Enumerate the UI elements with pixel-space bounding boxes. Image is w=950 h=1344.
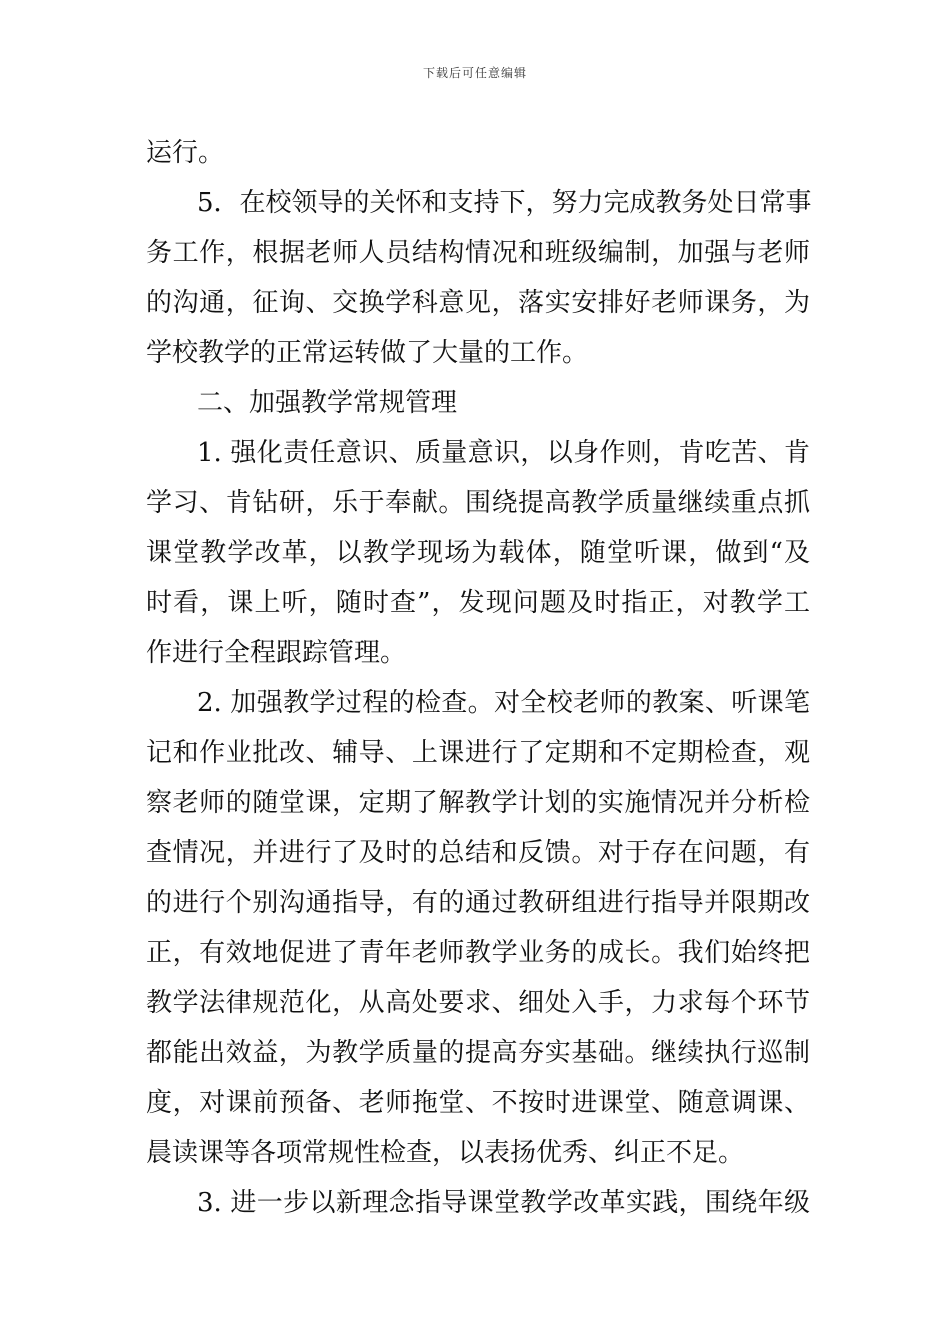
text-line: 5．在校领导的关怀和支持下，努力完成教务处日常事 (197, 188, 812, 218)
document-body (146, 128, 810, 1228)
text-line: 1. 强化责任意识、质量意识，以身作则，肯吃苦、肯 (197, 438, 810, 468)
text-line: 运行。 (146, 138, 225, 168)
text-line: 的进行个别沟通指导，有的通过教研组进行指导并限期改 (146, 888, 810, 918)
text-line: 正，有效地促进了青年老师教学业务的成长。我们始终把 (146, 938, 810, 968)
text-line: 2. 加强教学过程的检查。对全校老师的教案、听课笔 (197, 688, 810, 718)
page-header: 下载后可任意编辑 (422, 66, 527, 80)
text-line: 度，对课前预备、老师拖堂、不按时进课堂、随意调课、 (146, 1088, 810, 1118)
text-line: 都能出效益，为教学质量的提高夯实基础。继续执行巡制 (146, 1038, 810, 1068)
text-line: 记和作业批改、辅导、上课进行了定期和不定期检查，观 (146, 738, 810, 768)
text-line: 课堂教学改革，以教学现场为载体，随堂听课，做到“及 (146, 538, 810, 568)
text-line: 教学法律规范化，从高处要求、细处入手，力求每个环节 (146, 988, 810, 1018)
text-line: 作进行全程跟踪管理。 (146, 638, 407, 668)
text-line: 务工作，根据老师人员结构情况和班级编制，加强与老师 (146, 238, 810, 268)
section-heading: 二、加强教学常规管理 (197, 388, 458, 418)
text-line: 晨读课等各项常规性检查，以表扬优秀、纠正不足。 (146, 1138, 745, 1168)
text-line: 学习、肯钻研，乐于奉献。围绕提高教学质量继续重点抓 (146, 488, 810, 518)
text-line: 时看，课上听，随时查”，发现问题及时指正，对教学工 (146, 588, 810, 618)
text-line: 察老师的随堂课，定期了解教学计划的实施情况并分析检 (146, 788, 810, 818)
text-line: 查情况，并进行了及时的总结和反馈。对于存在问题，有 (146, 838, 810, 868)
text-line: 3. 进一步以新理念指导课堂教学改革实践，围绕年级 (197, 1188, 810, 1218)
text-line: 学校教学的正常运转做了大量的工作。 (146, 338, 589, 368)
text-line: 的沟通，征询、交换学科意见，落实安排好老师课务，为 (146, 288, 810, 318)
